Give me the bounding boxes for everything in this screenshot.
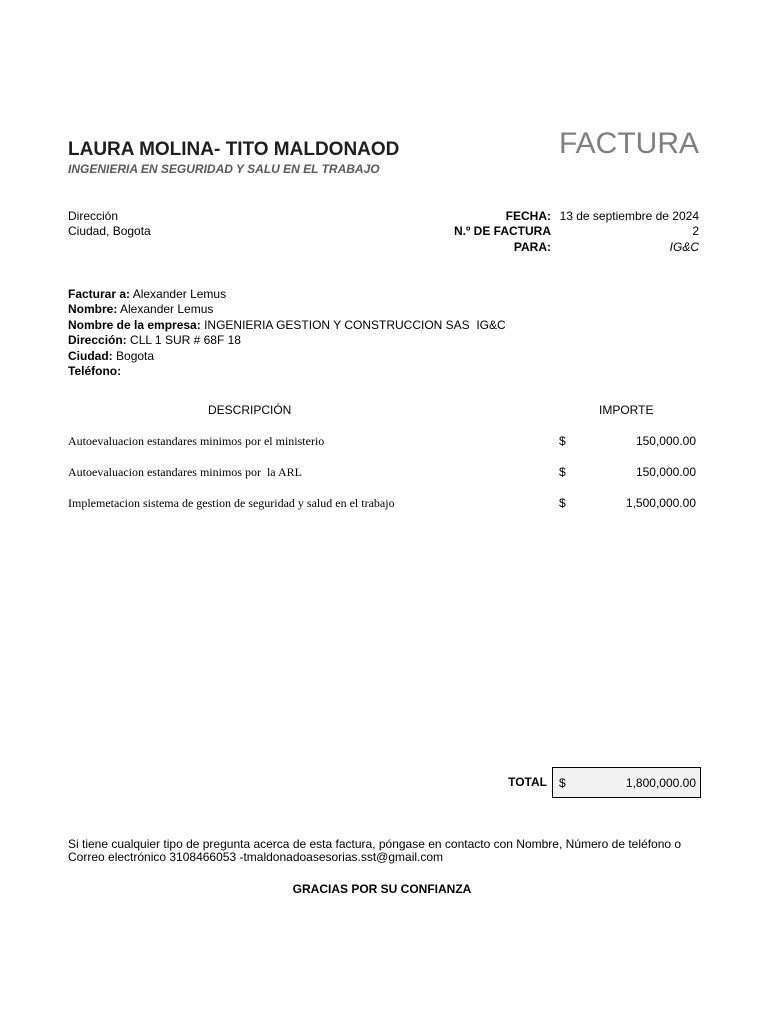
- total-amount: 1,800,000.00: [625, 776, 696, 790]
- bill-to-line: [68, 287, 226, 301]
- total-box: [552, 767, 701, 798]
- item-amount: 150,000.00: [635, 434, 696, 448]
- item-currency: $: [559, 434, 566, 448]
- bill-to-value: Alexander Lemus: [132, 287, 227, 301]
- recipient-value: IG&C: [669, 240, 699, 254]
- item-description: Autoevaluacion estandares minimos por la ARL: [68, 465, 302, 479]
- total-label: TOTAL: [508, 775, 547, 789]
- invoice-number-value: 2: [692, 224, 699, 238]
- client-name-label: Nombre:: [68, 302, 118, 316]
- client-city-label: Ciudad:: [68, 349, 113, 363]
- item-description: Autoevaluacion estandares minimos por el ministerio: [68, 434, 325, 448]
- recipient-label: PARA:: [513, 240, 551, 254]
- date-value: 13 de septiembre de 2024: [559, 209, 699, 223]
- client-city-value: Bogota: [116, 349, 155, 363]
- item-amount: 1,500,000.00: [625, 496, 696, 510]
- item-currency: $: [559, 496, 566, 510]
- item-amount: 150,000.00: [635, 465, 696, 479]
- client-address-line: [68, 333, 241, 347]
- item-description: Implemetacion sistema de gestion de seguridad y salud en el trabajo: [68, 496, 395, 510]
- client-phone-line: [68, 364, 121, 378]
- company-name: LAURA MOLINA- TITO MALDONAOD: [68, 139, 400, 160]
- client-name-line: [68, 302, 213, 316]
- description-header: DESCRIPCIÓN: [208, 403, 292, 417]
- client-phone-label: Teléfono:: [68, 364, 122, 378]
- client-company-label: Nombre de la empresa:: [68, 318, 201, 332]
- thanks-message: GRACIAS POR SU CONFIANZA: [292, 882, 472, 896]
- client-city-line: [68, 349, 154, 363]
- sender-address: Dirección: [68, 209, 119, 223]
- item-currency: $: [559, 465, 566, 479]
- bill-to-label: Facturar a:: [68, 287, 131, 301]
- sender-city: Ciudad, Bogota: [68, 224, 151, 238]
- client-address-label: Dirección:: [68, 333, 127, 347]
- client-address-value: CLL 1 SUR # 68F 18: [130, 333, 241, 347]
- invoice-number-label: N.º DE FACTURA: [453, 224, 551, 238]
- client-company-value: INGENIERIA GESTION Y CONSTRUCCION SAS IG&C: [204, 318, 506, 332]
- date-label: FECHA:: [505, 209, 551, 223]
- client-name-value: Alexander Lemus: [120, 302, 214, 316]
- contact-note: Si tiene cualquier tipo de pregunta acerca de esta factura, póngase en contacto con Nombre, Número de teléfono o Correo electrónico 3108466053 -tmaldonadoasesorias.sst@gmail.com: [68, 837, 682, 864]
- document-title: FACTURA: [558, 127, 699, 160]
- company-subtitle: INGENIERIA EN SEGURIDAD Y SALU EN EL TRABAJO: [68, 162, 380, 176]
- amount-header: IMPORTE: [599, 403, 654, 417]
- client-company-line: [68, 318, 506, 332]
- total-currency: $: [559, 776, 566, 790]
